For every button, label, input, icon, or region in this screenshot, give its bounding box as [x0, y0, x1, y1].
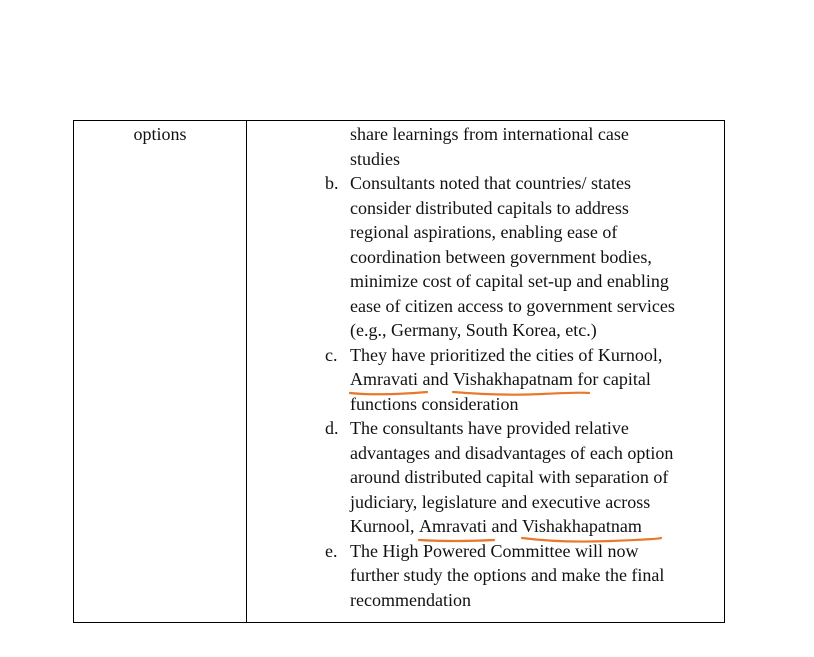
list-item-line: ease of citizen access to government services [350, 295, 675, 316]
joiner-text: and [486, 516, 522, 536]
list-item-line: consider distributed capitals to address [350, 197, 629, 218]
left-column-cell [74, 121, 246, 622]
list-item-line: The High Powered Committee will now [350, 540, 639, 561]
underlined-city [350, 367, 418, 392]
city-name: Vishakhapatnam [452, 369, 573, 389]
joiner-text: and [417, 369, 453, 389]
list-item-line: They have prioritized the cities of Kurnool, [350, 344, 663, 365]
list-letter: b. [325, 173, 339, 193]
list-item-line: judiciary, legislature and executive across [350, 491, 651, 512]
continuation-line: studies [350, 148, 401, 169]
list-item-line: regional aspirations, enabling ease of [350, 222, 618, 242]
right-column-cell [247, 121, 724, 622]
row-label: options [133, 124, 187, 144]
list-item-line: functions consideration [350, 393, 519, 414]
city-name: Amravati [419, 516, 487, 536]
prefix-text: Kurnool, [350, 516, 419, 536]
list-item-line: Consultants noted that countries/ states [350, 173, 631, 193]
list-item-line: coordination between government bodies, [350, 246, 652, 267]
underlined-city [419, 514, 487, 539]
underlined-city [453, 367, 573, 392]
list-letter: d. [325, 418, 339, 438]
list-item-line: minimize cost of capital set-up and enabling [350, 271, 669, 291]
list-item-line: around distributed capital with separation of [350, 467, 669, 487]
list-item-line: further study the options and make the final [350, 565, 665, 585]
list-item-line: The consultants have provided relative [350, 418, 629, 438]
list-item-line: (e.g., Germany, South Korea, etc.) [350, 320, 597, 340]
tail-text: for capital [572, 369, 651, 389]
list-letter: e. [325, 540, 338, 561]
document-table [73, 120, 725, 623]
city-name: Amravati [350, 369, 418, 389]
list-item-line-annotated [350, 514, 642, 539]
list-item-line: advantages and disadvantages of each option [350, 442, 674, 463]
list-item-line: recommendation [350, 589, 471, 610]
underlined-city [522, 514, 642, 539]
list-item-line-annotated [350, 367, 651, 392]
list-letter: c. [325, 344, 338, 365]
continuation-line: share learnings from international case [350, 124, 629, 144]
city-name: Vishakhapatnam [521, 516, 642, 536]
